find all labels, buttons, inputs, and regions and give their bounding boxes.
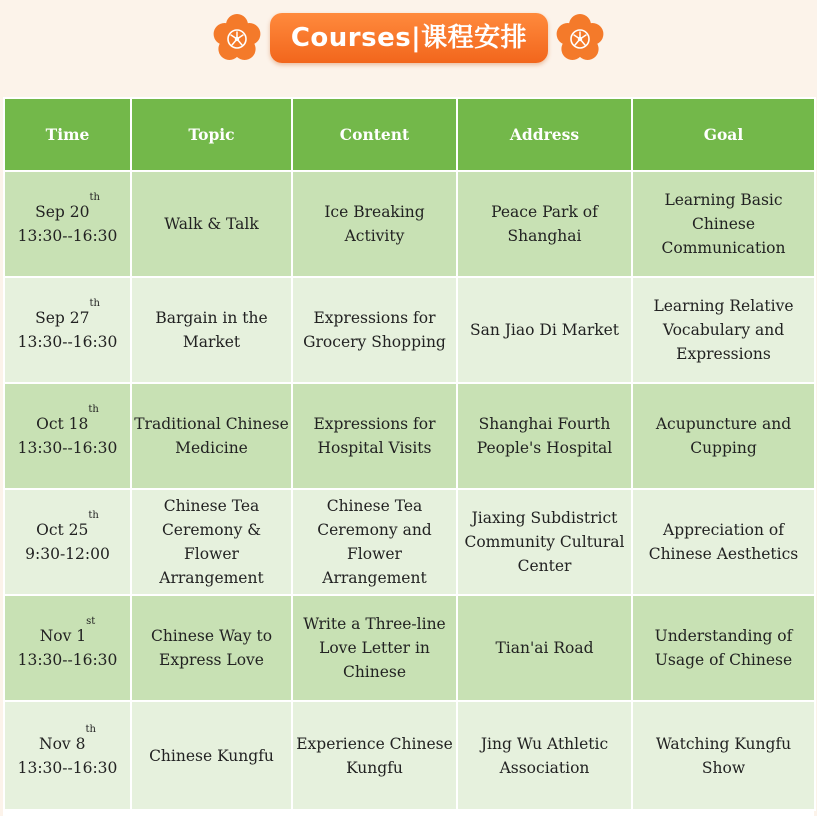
date-label: Sep 20 [35, 203, 90, 221]
table-row [4, 171, 815, 277]
time-cell [4, 277, 131, 383]
time-cell [4, 701, 131, 810]
content-cell: Chinese Tea Ceremony and Flower Arrangement [292, 489, 457, 595]
date-suffix: th [88, 510, 99, 521]
time-range: 13:30--16:30 [17, 333, 118, 351]
table-row [4, 701, 815, 810]
date-suffix: th [89, 192, 100, 203]
topic-cell: Chinese Kungfu [131, 701, 292, 810]
content-cell: Ice Breaking Activity [292, 171, 457, 277]
plum-blossom-icon [213, 14, 261, 62]
table-row [4, 383, 815, 489]
goal-cell: Learning Basic Chinese Communication [632, 171, 815, 277]
time-range: 13:30--16:30 [17, 227, 118, 245]
time-range: 13:30--16:30 [17, 758, 118, 777]
time-cell [4, 595, 131, 701]
time-range: 13:30--16:30 [17, 651, 118, 669]
content-cell: Experience Chinese Kungfu [292, 701, 457, 810]
topic-cell: Bargain in the Market [131, 277, 292, 383]
date-suffix: th [88, 404, 99, 415]
goal-cell: Acupuncture and Cupping [632, 383, 815, 489]
page-title: Courses|课程安排 [270, 13, 548, 63]
date-label: Oct 18 [36, 415, 89, 433]
date-label: Nov 1 [39, 627, 87, 645]
date-text [7, 616, 128, 648]
course-schedule-table [3, 97, 814, 816]
table-row [4, 277, 815, 383]
table-row [4, 489, 815, 595]
time-cell [4, 171, 131, 277]
topic-cell: Walk & Talk [131, 171, 292, 277]
date-text [7, 298, 128, 330]
address-cell: Tian'ai Road [457, 595, 632, 701]
time-range: 13:30--16:30 [17, 439, 118, 457]
time-cell [4, 383, 131, 489]
column-header-time: Time [4, 98, 131, 171]
date-text [7, 510, 128, 542]
date-suffix: st [86, 616, 96, 627]
date-text [7, 723, 128, 756]
date-text [7, 404, 128, 436]
date-label: Oct 25 [36, 521, 89, 539]
topic-cell: Traditional Chinese Medicine [131, 383, 292, 489]
topic-cell: Chinese Tea Ceremony & Flower Arrangement [131, 489, 292, 595]
address-cell: Jiaxing Subdistrict Community Cultural Center [457, 489, 632, 595]
date-label: Nov 8 [39, 734, 86, 753]
plum-blossom-icon [556, 14, 604, 62]
time-range: 9:30-12:00 [25, 545, 110, 563]
goal-cell: Watching Kungfu Show [632, 701, 815, 810]
time-cell [4, 489, 131, 595]
address-cell: Shanghai Fourth People's Hospital [457, 383, 632, 489]
content-cell: Expressions for Grocery Shopping [292, 277, 457, 383]
content-cell: Write a Three-line Love Letter in Chinese [292, 595, 457, 701]
column-header-address: Address [457, 98, 632, 171]
page-header [0, 0, 817, 92]
goal-cell: Appreciation of Chinese Aesthetics [632, 489, 815, 595]
date-suffix: th [89, 298, 100, 309]
column-header-content: Content [292, 98, 457, 171]
address-cell: San Jiao Di Market [457, 277, 632, 383]
date-label: Sep 27 [35, 309, 90, 327]
goal-cell: Understanding of Usage of Chinese [632, 595, 815, 701]
date-text [7, 192, 128, 224]
column-header-goal: Goal [632, 98, 815, 171]
content-cell: Expressions for Hospital Visits [292, 383, 457, 489]
table-header-row [4, 98, 815, 171]
topic-cell: Chinese Way to Express Love [131, 595, 292, 701]
column-header-topic: Topic [131, 98, 292, 171]
date-suffix: th [85, 723, 96, 735]
table-row [4, 595, 815, 701]
goal-cell: Learning Relative Vocabulary and Expressions [632, 277, 815, 383]
address-cell: Peace Park of Shanghai [457, 171, 632, 277]
address-cell: Jing Wu Athletic Association [457, 701, 632, 810]
